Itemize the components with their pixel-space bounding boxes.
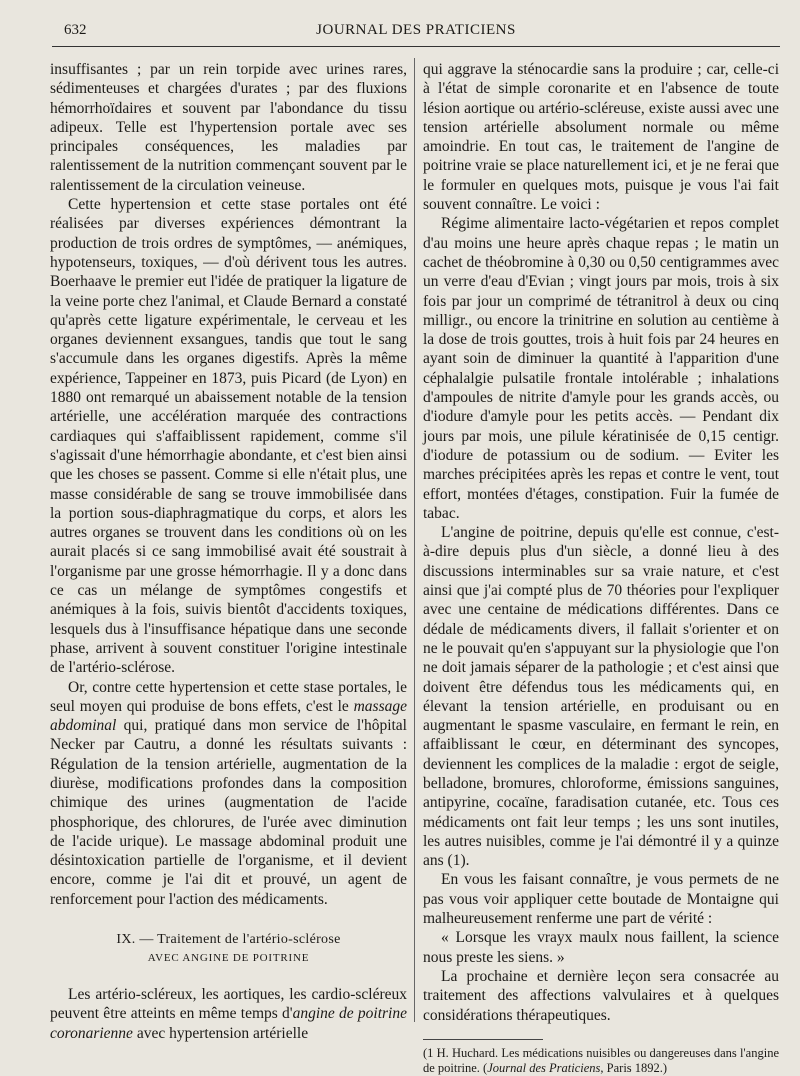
page-header (52, 22, 780, 46)
section-title: IX. — Traitement de l'artério-sclérose (116, 932, 341, 948)
column-divider (414, 58, 415, 1022)
page-number: 632 (64, 22, 87, 38)
paragraph: En vous les faisant connaître, je vous permets de ne pas vous voir appliquer cette boutade de Montaigne qui malheureusement renferme une part de vérité : (423, 871, 779, 928)
footnote: (1 H. Huchard. Les médications nuisibles ou dangereuses dans l'angine de poitrine. (Journal des Praticiens, Paris 1892.) (423, 1045, 779, 1075)
quotation: « Lorsque les vrayx maulx nous faillent, la science nous preste les siens. » (423, 929, 779, 966)
left-column (50, 60, 407, 1042)
paragraph: Les artério-scléreux, les aortiques, les cardio-scléreux peuvent être atteints en même temps d'angine de poitrine coronarienne avec hypertension artérielle (50, 986, 407, 1042)
section-heading (50, 931, 407, 967)
footnote-rule (423, 1039, 543, 1040)
emphasis: massage abdominal (50, 697, 407, 735)
paragraph: Or, contre cette hypertension et cette stase portales, le seul moyen qui produise de bons effets, c'est le massage abdominal qui, pratiqué dans mon service de l'hôpital Necker par Cautru, a donné les résultats suivants : Régulation de la tension artérielle, augmentation de la diurèse, modifications profondes dans la composition chimique des urines (augmentation de l'acide phosphorique, des chlorures, de l'urée avec diminution de l'acide urique). Le massage abdominal produit une désintoxication partielle de l'organisme, et il devient encore, comme je l'ai dit et prouvé, un agent de renforcement pour l'action des médicaments. (50, 678, 407, 908)
paragraph: La prochaine et dernière leçon sera consacrée au traitement des affections valvulaires et à quelques considérations thérapeutiques. (423, 967, 779, 1024)
header-rule (52, 46, 780, 47)
section-subtitle: AVEC ANGINE DE POITRINE (147, 952, 310, 965)
running-title: JOURNAL DES PRATICIENS (316, 22, 516, 38)
emphasis: angine de poitrine coronarienne (50, 1005, 407, 1042)
right-column (423, 60, 779, 1075)
emphasis: Journal des Praticiens (487, 1060, 601, 1075)
paragraph: Cette hypertension et cette stase portales ont été réalisées par diverses expériences démontrant la production de trois ordres de symptômes, — anémiques, hypotenseurs, toxiques, — d'où dérivent tous les autres. Boerhaave le premier eut l'idée de pratiquer la ligature de la veine porte chez l'animal, et Claude Bernard a constaté qu'après cette ligature expérimentale, le cerveau et les organes deviennent exsangues, tandis que tout le sang s'accumule dans les organes digestifs. Après la même expérience, Tappeiner en 1873, puis Picard (de Lyon) en 1880 ont remarqué un abaissement notable de la tension artérielle, une accélération marquée des contractions cardiaques qui s'affaiblissent rapidement, comme s'il s'agissait d'une hémorrhagie abondante, et c'est bien ainsi que les choses se passent. Comme si elle n'était plus, une masse considérable de sang se trouve immobilisée dans la portion sous-diaphragmatique du corps, et alors les autres organes se trouvent dans les conditions où on les aurait placés si ce sang immobilisé avait été soustrait à l'organisme par une grosse hémorrhagie. Il y a donc dans ce cas un mélange de symptômes congestifs et anémiques à la fois, suivis bientôt d'accidents toxiques, lesquels dus à l'insuffisance hépatique dans une seconde phase, arrivent à souvent constituer l'origine intestinale de l'artério-sclérose. (50, 196, 407, 677)
paragraph: insuffisantes ; par un rein torpide avec urines rares, sédimenteuses et chargées d'urates ; par des fluxions hémorrhoïdaires et souvent par l'abondance du tissu adipeux. Telle est l'hypertension portale avec ses principales conséquences, les maladies par ralentissement de la nutrition commençant souvent par le ralentissement de la circulation veineuse. (50, 61, 407, 194)
paragraph: qui aggrave la sténocardie sans la produire ; car, celle-ci à l'état de simple coronarite et en l'absence de toute lésion aortique ou artério-scléreuse, existe aussi avec une tension artérielle absolument normale ou même amoindrie. En tout cas, le traitement de l'angine de poitrine vraie se place naturellement ici, et je ne ferai que le formuler en quelques mots, puisque je vous l'ai fait souvent connaître. Le voici : (423, 61, 779, 214)
paragraph: L'angine de poitrine, depuis qu'elle est connue, c'est-à-dire depuis plus d'un siècle, a donné lieu à des discussions interminables sur sa vraie nature, et c'est ainsi que j'ai compté plus de 70 théories pour l'expliquer avec une centaine de médications différentes. Dans ce dédale de médicaments divers, il fallait s'orienter et on ne le pouvait qu'en s'appuyant sur la physiologie que l'on ne doit jamais séparer de la pathologie ; et c'est ainsi que doivent être défendus tous les médicaments qui, en élevant la tension artérielle, en produisant ou en augmentant le spasme vasculaire, en fermant le rein, en affaiblissant le cœur, en déterminant des syncopes, deviennent les complices de la maladie : ergot de seigle, belladone, bromures, chloroforme, émissions sanguines, antipyrine, cocaïne, faradisation cutanée, etc. Tous ces médicaments ont fait leur temps ; les uns sont inutiles, les autres nuisibles, comme je l'ai démontré il y a quinze ans (1). (423, 524, 779, 870)
paragraph: Régime alimentaire lacto-végétarien et repos complet d'au moins une heure après chaque repas ; le matin un cachet de théobromine à 0,30 ou 0,50 centigrammes avec un verre d'eau d'Evian ; vingt jours par mois, trois à six fois par jour un comprimé de tétranitrol à deux ou cinq milligr., ou encore la trinitrine en solution au centième à la dose de trois gouttes, trois à huit fois par 24 heures en ayant soin de diminuer la quantité à l'apparition d'une céphalalgie pulsatile frontale intolérable ; inhalations d'ampoules de nitrite d'amyle pour les grands accès, ou d'iodure d'amyle pour les petits accès. — Pendant dix jours par mois, une pilule kératinisée de 0,15 centigr. d'iodure de potassium ou de sodium. — Eviter les marches précipitées après les repas et contre le vent, tout effort, montées d'étages, constipation. Fuir la fumée de tabac. (423, 215, 779, 522)
